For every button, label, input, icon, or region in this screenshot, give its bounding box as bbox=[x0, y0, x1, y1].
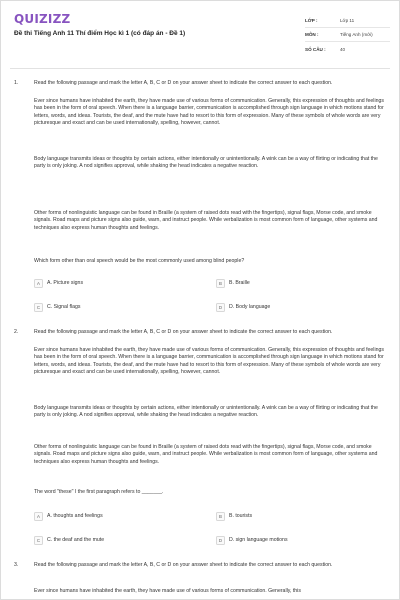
question-number: 2. bbox=[14, 329, 19, 335]
answer-option-c[interactable] bbox=[34, 302, 80, 312]
passage-paragraph: Body language transmits ideas or thoughts by certain actions, either intentionally or unintentionally. A wink can be a way of flirting or indicating that the party is only joking. A nod signifies approval, while shaking the head indicates a negative reaction. bbox=[34, 405, 378, 419]
meta-row-subject bbox=[305, 28, 390, 42]
meta-value: Tiếng Anh (mới) bbox=[340, 32, 373, 37]
answer-option-a[interactable] bbox=[34, 278, 83, 288]
page-title: Đề thi Tiếng Anh 11 Thí điểm Học kì 1 (có đáp án - Đề 1) bbox=[14, 30, 186, 37]
answer-option-b[interactable] bbox=[216, 511, 252, 521]
question-prompt: Read the following passage and mark the letter A, B, C or D on your answer sheet to indicate the correct answer to each question. bbox=[34, 562, 333, 568]
option-letter: C bbox=[34, 536, 43, 545]
answer-option-d[interactable] bbox=[216, 535, 288, 545]
meta-row-class bbox=[305, 14, 390, 28]
meta-label: LỚP : bbox=[305, 18, 318, 23]
meta-label: MÔN : bbox=[305, 32, 319, 37]
passage-paragraph: Ever since humans have inhabited the earth, they have made use of various forms of communication. Generally, this bbox=[34, 588, 301, 594]
question-number: 1. bbox=[14, 80, 19, 86]
worksheet-header bbox=[0, 0, 400, 62]
option-letter: D bbox=[216, 536, 225, 545]
option-letter: A bbox=[34, 279, 43, 288]
quizizz-logo: QUIZIZZ bbox=[14, 12, 71, 26]
meta-value: Lớp 11 bbox=[340, 18, 355, 23]
option-letter: C bbox=[34, 303, 43, 312]
answer-option-a[interactable] bbox=[34, 511, 103, 521]
passage-paragraph: Body language transmits ideas or thoughts by certain actions, either intentionally or unintentionally. A wink can be a way of flirting or indicating that the party is only joking. A nod signifies approval, while shaking the head indicates a negative reaction. bbox=[34, 156, 378, 170]
worksheet-meta bbox=[305, 14, 390, 56]
question-number: 3. bbox=[14, 562, 19, 568]
option-text: B. tourists bbox=[229, 513, 253, 519]
question-prompt: Read the following passage and mark the letter A, B, C or D on your answer sheet to indicate the correct answer to each question. bbox=[34, 80, 333, 86]
option-text: D. Body language bbox=[229, 304, 271, 310]
option-text: D. sign language motions bbox=[229, 537, 288, 543]
option-letter: B bbox=[216, 279, 225, 288]
answer-option-b[interactable] bbox=[216, 278, 250, 288]
passage-paragraph: Ever since humans have inhabited the earth, they have made use of various forms of communication. Generally, this expression of thoughts and feelings has been in the form of oral speech. When there is a language barrier, communication is accomplished through sign language in which motions stand for letters, words, and ideas. Tourists, the deaf, and the mute have had to resort to this form of expression. Many of these symbols of whole words are very picturesque and exact and can be used internationally, spelling, however, cannot. bbox=[34, 98, 384, 127]
question-prompt: Read the following passage and mark the letter A, B, C or D on your answer sheet to indicate the correct answer to each question. bbox=[34, 329, 333, 335]
question-stem: The word "these" I the first paragraph refers to _______. bbox=[34, 489, 164, 495]
answer-option-d[interactable] bbox=[216, 302, 270, 312]
option-text: A. Picture signs bbox=[47, 280, 84, 286]
passage-paragraph: Other forms of nonlinguistic language can be found in Braille (a system of raised dots read with the fingertips), signal flags, Morse code, and smoke signals. Road maps and picture signs also guide, warn, and instruct people. While verbalization is most common form of language, other systems and techniques also express human thoughts and feelings. bbox=[34, 444, 378, 465]
option-text: C. the deaf and the mute bbox=[47, 537, 105, 543]
option-text: A. thoughts and feelings bbox=[47, 513, 103, 519]
header-divider bbox=[10, 68, 390, 69]
option-letter: A bbox=[34, 512, 43, 521]
option-letter: D bbox=[216, 303, 225, 312]
passage-paragraph: Ever since humans have inhabited the earth, they have made use of various forms of communication. Generally, this expression of thoughts and feelings has been in the form of oral speech. When there is a language barrier, communication is accomplished through sign language in which motions stand for letters, words, and ideas. Tourists, the deaf, and the mute have had to resort to this form of expression. Many of these symbols of whole words are very picturesque and exact and can be used internationally, spelling, however, cannot. bbox=[34, 347, 384, 376]
question-stem: Which form other than oral speech would be the most commonly used among blind people? bbox=[34, 258, 245, 264]
meta-label: SỐ CÂU : bbox=[305, 46, 326, 52]
option-text: B. Braille bbox=[229, 280, 250, 286]
option-text: C. Signal flags bbox=[47, 304, 81, 310]
passage-paragraph: Other forms of nonlinguistic language can be found in Braille (a system of raised dots read with the fingertips), signal flags, Morse code, and smoke signals. Road maps and picture signs also guide, warn, and instruct people. While verbalization is most common form of language, other systems and techniques also express human thoughts and feelings. bbox=[34, 210, 378, 231]
meta-value: 40 bbox=[340, 46, 346, 52]
answer-option-c[interactable] bbox=[34, 535, 104, 545]
option-letter: B bbox=[216, 512, 225, 521]
meta-row-count bbox=[305, 42, 390, 56]
